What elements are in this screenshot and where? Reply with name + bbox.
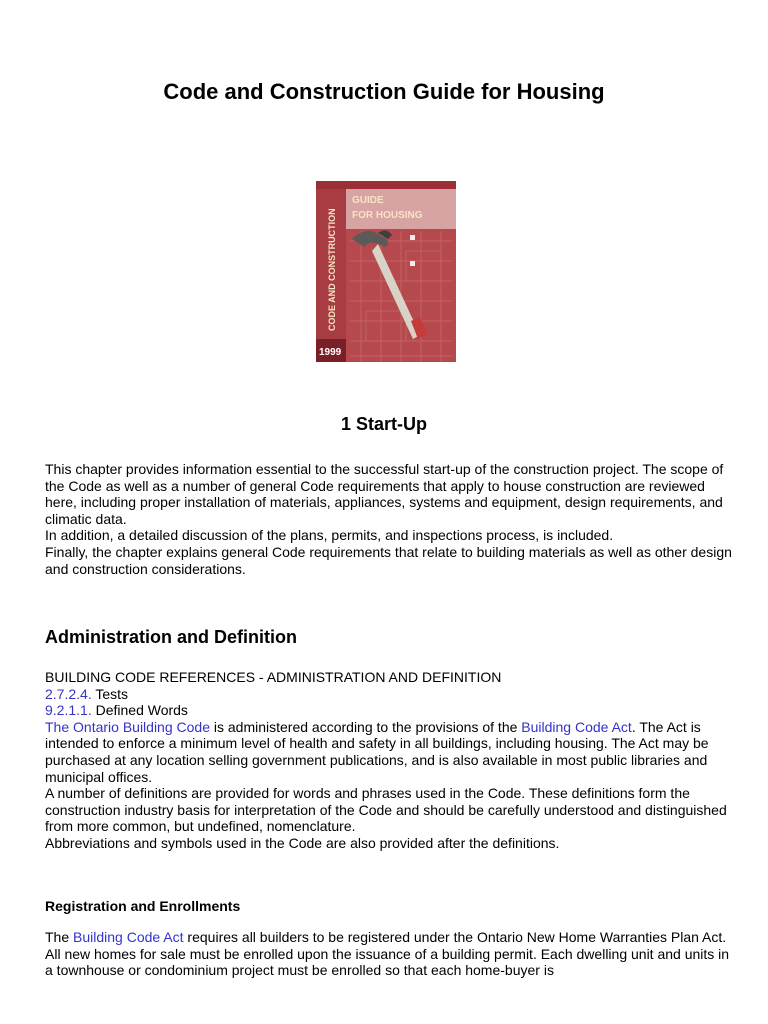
admin-text: . The Act is intended to enforce a minimum level of health and safety in all buildings, including housing. The Act may be purchased at any location selling government publications, and is also available in most public libraries and municipal offices.	[45, 718, 709, 785]
references-heading: BUILDING CODE REFERENCES - ADMINISTRATION AND DEFINITION	[45, 669, 502, 685]
document-title: Code and Construction Guide for Housing	[163, 79, 605, 104]
section-title-administration: Administration and Definition	[45, 627, 297, 647]
registration-text: The	[45, 929, 74, 945]
intro-paragraph: In addition, a detailed discussion of the plans, permits, and inspections process, is included.	[45, 527, 614, 544]
cover-side-text: CODE AND CONSTRUCTION	[327, 208, 337, 331]
reference-link[interactable]: 2.7.2.4.	[45, 685, 92, 702]
registration-paragraph	[45, 929, 735, 979]
intro-paragraph: Finally, the chapter explains general Code requirements that relate to building materials as well as other design and construction considerations.	[45, 543, 732, 577]
reference-label: Defined Words	[95, 702, 188, 719]
building-code-act-link[interactable]: Building Code Act	[73, 929, 184, 945]
intro-paragraph: This chapter provides information essential to the successful start-up of the construction project. The scope of the Code as well as a number of general Code requirements that apply to house construction are reviewed here, including proper installation of materials, appliances, systems and equipment, design requirements, and climatic data.	[45, 461, 724, 527]
subsection-title-registration: Registration and Enrollments	[45, 898, 241, 914]
admin-paragraph: Abbreviations and symbols used in the Code are also provided after the definitions.	[45, 834, 560, 851]
guide-cover-image	[316, 181, 456, 362]
reference-link[interactable]: 9.2.1.1.	[45, 702, 92, 719]
cover-title-line2: FOR HOUSING	[352, 210, 423, 221]
reference-label: Tests	[95, 685, 129, 702]
reference-item	[45, 702, 735, 719]
building-code-act-link[interactable]: Building Code Act	[521, 718, 632, 735]
registration-text: requires all builders to be registered under the Ontario New Home Warranties Plan Act. All new homes for sale must be enrolled upon the issuance of a building permit. Each dwelling unit and units in a townhouse or condominium project must be enrolled so that each home-buyer is	[45, 929, 730, 979]
admin-paragraph: A number of definitions are provided for words and phrases used in the Code. These definitions form the construction industry basis for interpretation of the Code and should be carefully understood and distinguished from more common, but undefined, nomenclature.	[45, 785, 727, 835]
reference-item	[45, 686, 735, 703]
admin-text: is administered according to the provisions of the	[210, 718, 522, 735]
admin-paragraph	[45, 719, 735, 785]
ontario-building-code-link[interactable]: The Ontario Building Code	[45, 718, 210, 735]
administration-section	[45, 669, 735, 852]
cover-year: 1999	[319, 347, 342, 358]
chapter-intro	[45, 461, 735, 577]
registration-section	[45, 929, 735, 979]
chapter-title: 1 Start-Up	[340, 414, 427, 434]
cover-title-line1: GUIDE	[352, 195, 384, 206]
